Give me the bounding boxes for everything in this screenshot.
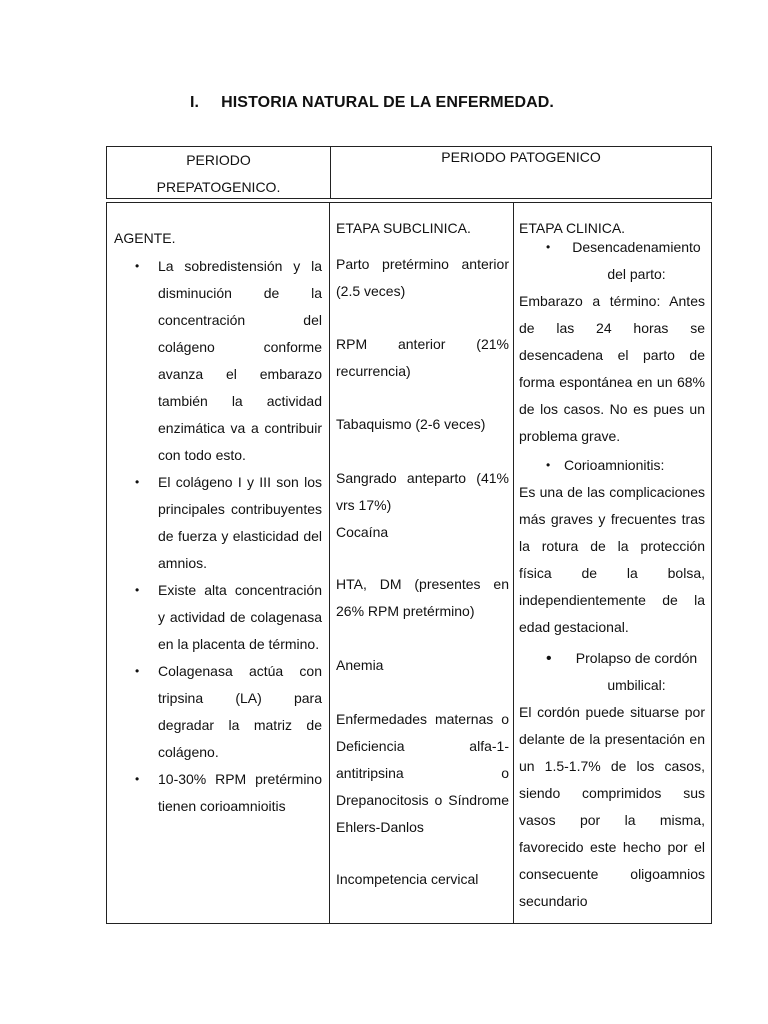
header-table	[106, 146, 712, 199]
subclinica-column	[330, 203, 514, 923]
list-item: Incompetencia cervical	[336, 871, 479, 887]
bullet-icon: •	[546, 650, 552, 667]
clinica-label: ETAPA CLINICA.	[519, 220, 626, 236]
clinica-heading-prolapso: • Prolapso de cordón umbilical:	[519, 645, 709, 699]
list-item: HTA, DM (presentes en 26% RPM pretérmino)	[336, 576, 509, 619]
main-table	[106, 202, 712, 924]
list-item: • 10-30% RPM pretérmino tienen corioamnioitis	[107, 766, 329, 820]
clinica-heading-corioamnionitis: • Corioamnionitis:	[519, 452, 709, 479]
list-item: • Existe alta concentración y actividad de colagenasa en la placenta de término.	[107, 577, 329, 658]
header-prepatogenico	[107, 147, 331, 198]
list-item: Anemia	[336, 657, 384, 673]
list-item: • La sobredistensión y la disminución de la concentración del colágeno conforme avanza el embarazo también la actividad enzimática va a contribuir con todo esto.	[107, 253, 329, 469]
header-prepatogenico-line1: PERIODO	[186, 152, 251, 168]
list-item: • El colágeno I y III son los principales contribuyentes de fuerza y elasticidad del amnios.	[107, 469, 329, 577]
title-text: HISTORIA NATURAL DE LA ENFERMEDAD.	[221, 94, 554, 111]
prepatogenico-column	[107, 203, 330, 923]
agent-label: AGENTE.	[114, 230, 176, 246]
list-item: Tabaquismo (2-6 veces)	[336, 416, 486, 432]
list-item: Parto pretérmino anterior (2.5 veces)	[336, 256, 509, 299]
bullet-icon: •	[135, 475, 140, 489]
list-item: Sangrado anteparto (41% vrs 17%)	[336, 470, 509, 513]
list-item: Cocaína	[336, 524, 389, 540]
clinica-column	[514, 203, 711, 923]
subclinica-label: ETAPA SUBCLINICA.	[336, 220, 471, 236]
bullet-icon: •	[135, 664, 140, 678]
agent-list	[107, 251, 329, 820]
clinica-text-corioamnionitis: Es una de las complicaciones más graves y frecuentes tras la rotura de la protección física de la bolsa, independientemente de la edad gestacional.	[519, 484, 705, 635]
clinica-heading-desencadenamiento: • Desencadenamiento del parto:	[519, 234, 709, 288]
bullet-icon: •	[135, 259, 140, 273]
header-patogenico: PERIODO PATOGENICO	[441, 149, 601, 165]
bullet-icon: •	[135, 772, 140, 786]
list-item: • Colagenasa actúa con tripsina (LA) para degradar la matriz de colágeno.	[107, 658, 329, 766]
bullet-icon: •	[135, 583, 140, 597]
clinica-text-prolapso: El cordón puede situarse por delante de la presentación en un 1.5-1.7% de los casos, siendo comprimidos sus vasos por la misma, favorecido este hecho por el consecuente oligoamnios secundario	[519, 704, 705, 909]
list-item: Enfermedades maternas o Deficiencia alfa-1-antitripsina o Drepanocitosis o Síndrome Ehlers-Danlos	[336, 711, 509, 835]
clinica-text-desencadenamiento: Embarazo a término: Antes de las 24 horas se desencadena el parto de forma espontánea en un 68% de los casos. No es pues un problema grave.	[519, 293, 705, 444]
title-numeral: I.	[190, 94, 200, 111]
header-prepatogenico-line2: PREPATOGENICO.	[156, 179, 281, 195]
list-item: RPM anterior (21% recurrencia)	[336, 336, 509, 379]
bullet-icon: •	[546, 458, 551, 472]
page-title	[190, 94, 554, 112]
bullet-icon: •	[546, 240, 551, 254]
